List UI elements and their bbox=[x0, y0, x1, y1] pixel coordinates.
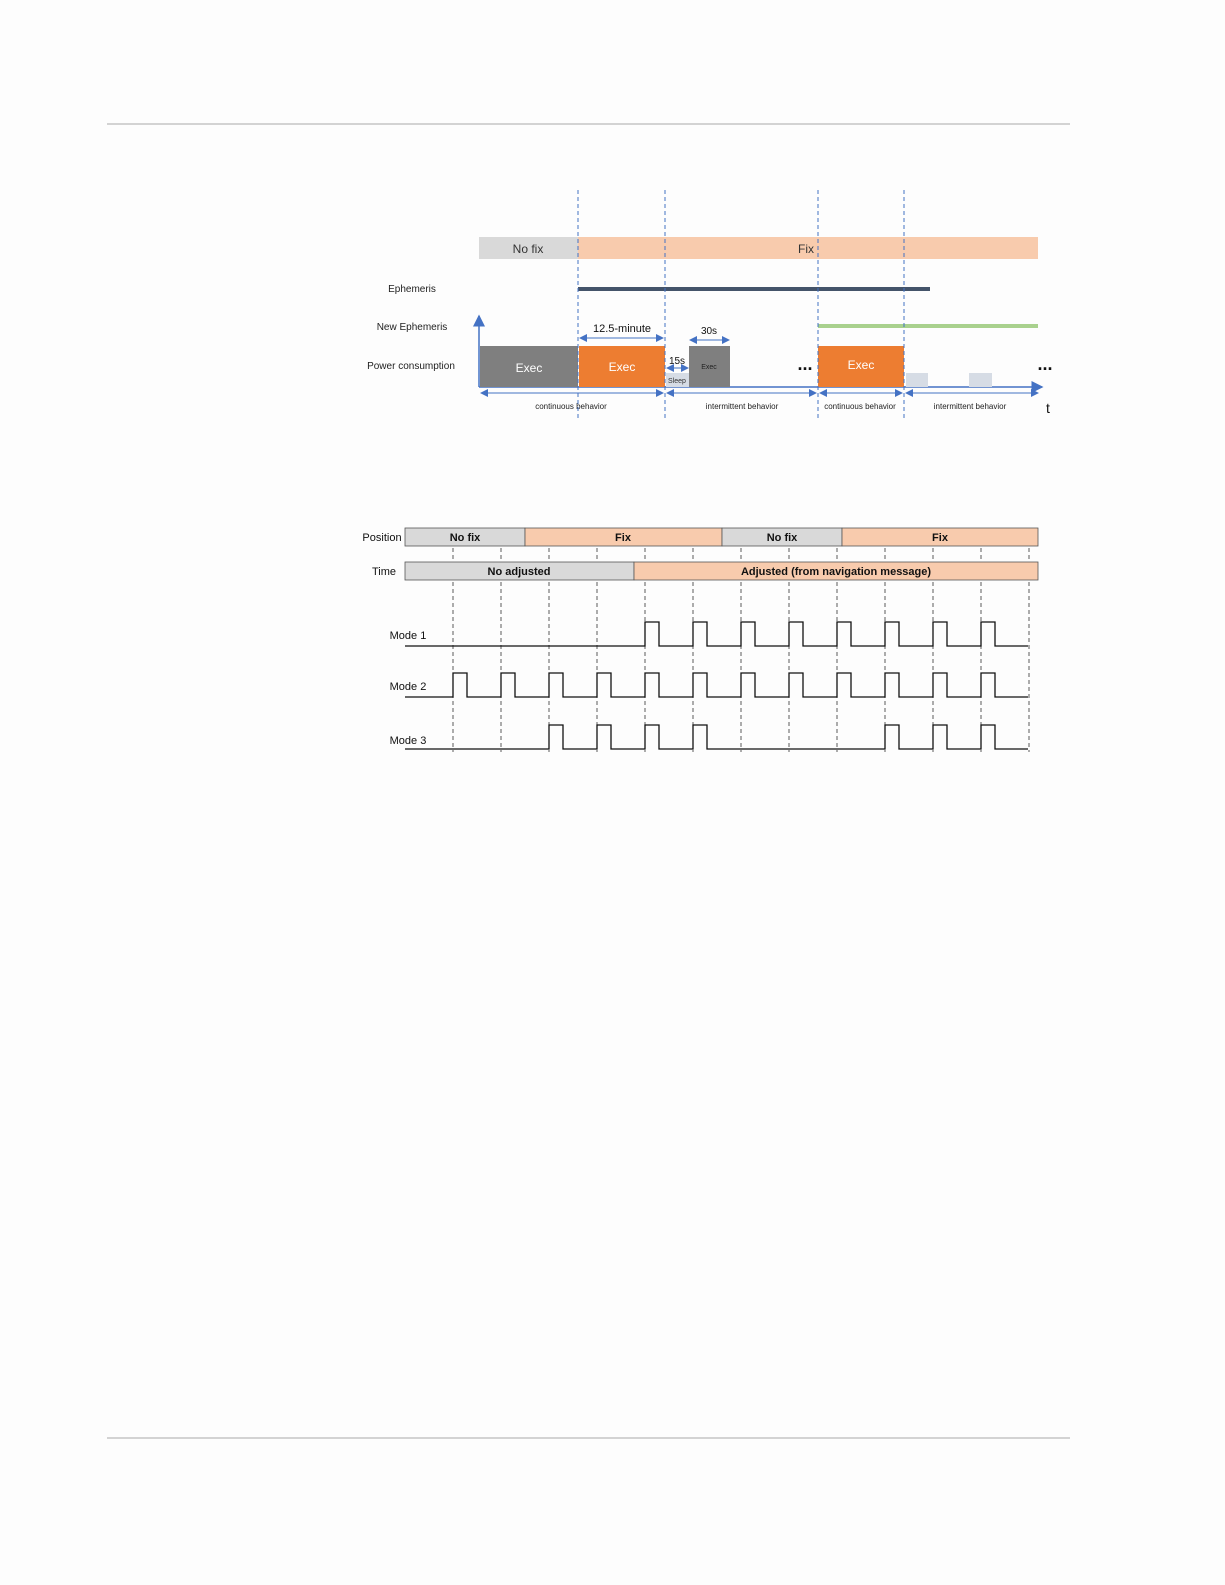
ephemeris-bar bbox=[578, 287, 930, 291]
idle-block-1 bbox=[906, 373, 928, 387]
position-seg-2-label: Fix bbox=[615, 532, 631, 544]
duration-15s-label: 15s bbox=[668, 356, 686, 367]
sleep-label: Sleep bbox=[668, 378, 686, 385]
time-axis-label: t bbox=[1046, 400, 1050, 416]
position-row-label: Position bbox=[362, 532, 402, 544]
mode-3-label: Mode 3 bbox=[389, 735, 427, 747]
exec-block-1-label: Exec bbox=[515, 361, 543, 375]
ephemeris-label: Ephemeris bbox=[388, 284, 436, 295]
duration-30s-label: 30s bbox=[700, 326, 718, 337]
time-row-label: Time bbox=[371, 566, 397, 578]
mode-3-waveform bbox=[405, 725, 1028, 749]
duration-12-5-label: 12.5-minute bbox=[592, 323, 652, 335]
mode-timing-diagram bbox=[362, 528, 1038, 752]
exec-block-3-label: Exec bbox=[847, 358, 875, 372]
ellipsis-end: ... bbox=[1037, 354, 1053, 374]
behavior-label-4: intermittent behavior bbox=[933, 402, 1007, 411]
mode-2-waveform bbox=[405, 673, 1028, 697]
behavior-label-3: continuous behavior bbox=[824, 402, 896, 411]
mode-waveforms bbox=[405, 622, 1028, 749]
fix-band-label: Fix bbox=[798, 242, 814, 256]
position-seg-1-label: No fix bbox=[449, 532, 481, 544]
exec-block-2-label: Exec bbox=[608, 360, 636, 374]
idle-block-2 bbox=[969, 373, 992, 387]
ellipsis-mid: ... bbox=[797, 354, 813, 374]
exec-block-small-label: Exec bbox=[701, 364, 717, 371]
nofix-band-label: No fix bbox=[512, 242, 544, 256]
time-seg-1-label: No adjusted bbox=[487, 566, 551, 578]
power-consumption-label: Power consumption bbox=[367, 361, 455, 372]
position-seg-4-label: Fix bbox=[932, 532, 948, 544]
behavior-label-1: continuous behavior bbox=[535, 402, 607, 411]
mode-2-label: Mode 2 bbox=[389, 681, 427, 693]
mode-1-waveform bbox=[405, 622, 1028, 646]
behavior-label-2: intermittent behavior bbox=[705, 402, 779, 411]
mode-1-label: Mode 1 bbox=[389, 630, 427, 642]
footer-rule bbox=[107, 1437, 1070, 1439]
time-seg-2-label: Adjusted (from navigation message) bbox=[740, 566, 932, 578]
new-ephemeris-label: New Ephemeris bbox=[376, 322, 448, 333]
new-ephemeris-bar bbox=[818, 324, 1038, 328]
position-seg-3-label: No fix bbox=[766, 532, 798, 544]
